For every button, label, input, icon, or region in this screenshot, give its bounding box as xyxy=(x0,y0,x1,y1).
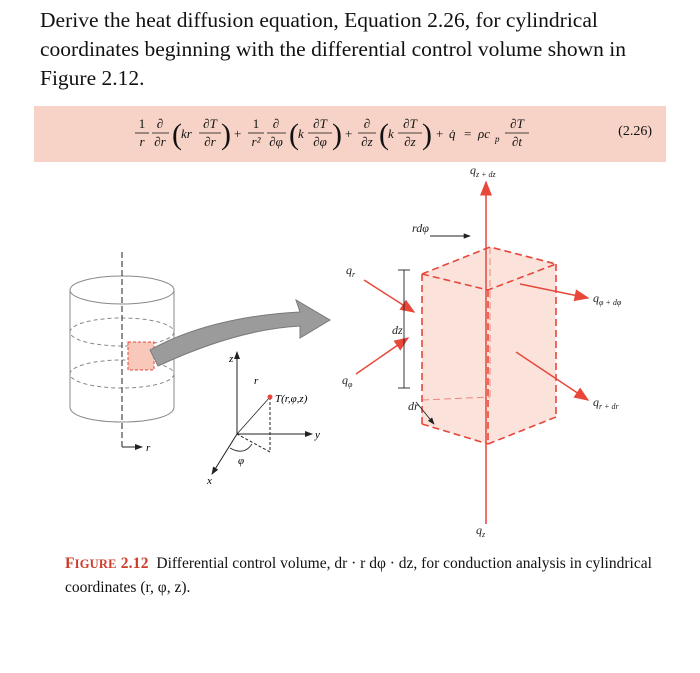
eq-t1-op-den: ∂r xyxy=(154,134,166,149)
eq-t2-inner-num: ∂T xyxy=(313,116,327,131)
eq-t3-inner-num: ∂T xyxy=(403,116,417,131)
svg-text:(: ( xyxy=(172,118,182,151)
eq-t2-factor: k xyxy=(298,126,304,141)
eq-equals: = xyxy=(464,126,472,141)
eq-rhs-num: ∂T xyxy=(510,116,524,131)
svg-text:): ) xyxy=(221,118,231,151)
eq-rhs-coef: ρc xyxy=(478,126,491,141)
figure-caption xyxy=(65,552,655,599)
eq-t3-inner-den: ∂z xyxy=(404,134,416,149)
zoom-arrow xyxy=(150,300,330,366)
axis-phi-label: φ xyxy=(238,455,245,467)
small-element-highlight xyxy=(128,342,154,370)
axis-x-label: x xyxy=(207,475,212,487)
qphi-dphi-label: $q_{\varphi + d\varphi}$ xyxy=(593,291,622,307)
cyl-r-label: r xyxy=(146,442,151,454)
qz-dz-label: $q_{z + dz}$ xyxy=(470,163,496,179)
eq-plus-1: + xyxy=(234,126,242,141)
eq-plus-2: + xyxy=(345,126,353,141)
figure-control-volume xyxy=(0,162,700,547)
axis-z-label: z xyxy=(229,353,234,365)
coordinate-axes xyxy=(212,352,312,474)
eq-generation: q̇ xyxy=(449,126,456,141)
dz-label: dz xyxy=(392,323,403,337)
dr-label: dr xyxy=(408,399,419,413)
svg-text:(: ( xyxy=(289,118,299,151)
qphi-label: $q_\varphi$ xyxy=(342,373,353,389)
equation-number: (2.26) xyxy=(618,124,652,139)
eq-t1-inner-num: ∂T xyxy=(203,116,217,131)
eq-t2-coef-den: r² xyxy=(251,134,261,149)
axis-y-label: y xyxy=(315,429,320,441)
qr-label: $q_r$ xyxy=(346,263,356,279)
eq-rhs-sub: p xyxy=(495,134,500,144)
point-marker xyxy=(268,395,273,400)
qphi-arrow xyxy=(356,338,408,374)
eq-t1-inner-den: ∂r xyxy=(204,134,216,149)
eq-t2-coef-num: 1 xyxy=(252,116,260,131)
svg-text:): ) xyxy=(332,118,342,151)
eq-t1-factor: kr xyxy=(181,126,192,141)
rdphi-label: rdφ xyxy=(412,221,429,235)
eq-t1-coef-num: 1 xyxy=(138,116,146,131)
problem-statement: Derive the heat diffusion equation, Equation 2.26, for cylindrical coordinates beginning with the differential control volume shown in Figure 2.12. xyxy=(40,8,626,90)
eq-t3-op-num: ∂ xyxy=(363,116,371,131)
equation-band xyxy=(34,106,666,162)
eq-t2-inner-den: ∂φ xyxy=(313,134,327,149)
qr-arrow xyxy=(364,280,414,312)
equation-formula xyxy=(124,106,684,162)
control-volume xyxy=(422,247,556,444)
eq-t1-op-num: ∂ xyxy=(156,116,164,131)
svg-text:): ) xyxy=(422,118,432,151)
eq-rhs-den: ∂t xyxy=(511,134,523,149)
eq-plus-3: + xyxy=(436,126,444,141)
qz-label: $q_z$ xyxy=(476,523,486,539)
eq-t2-op-den: ∂φ xyxy=(269,134,283,149)
eq-t3-factor: k xyxy=(388,126,394,141)
eq-t1-coef-den: r xyxy=(139,134,145,149)
point-label: T(r,φ,z) xyxy=(275,393,308,405)
caption-text: Differential control volume, dr · r dφ · dz, for conduction analysis in cylindrical coordinates (r, φ, z). xyxy=(65,555,652,596)
eq-t3-op-den: ∂z xyxy=(361,134,373,149)
qr-dr-label: $q_{r + dr}$ xyxy=(593,395,619,411)
axis-r-label: r xyxy=(254,375,259,387)
caption-label: FIGURE 2.12 xyxy=(65,555,149,572)
eq-t2-op-num: ∂ xyxy=(272,116,280,131)
svg-text:(: ( xyxy=(379,118,389,151)
